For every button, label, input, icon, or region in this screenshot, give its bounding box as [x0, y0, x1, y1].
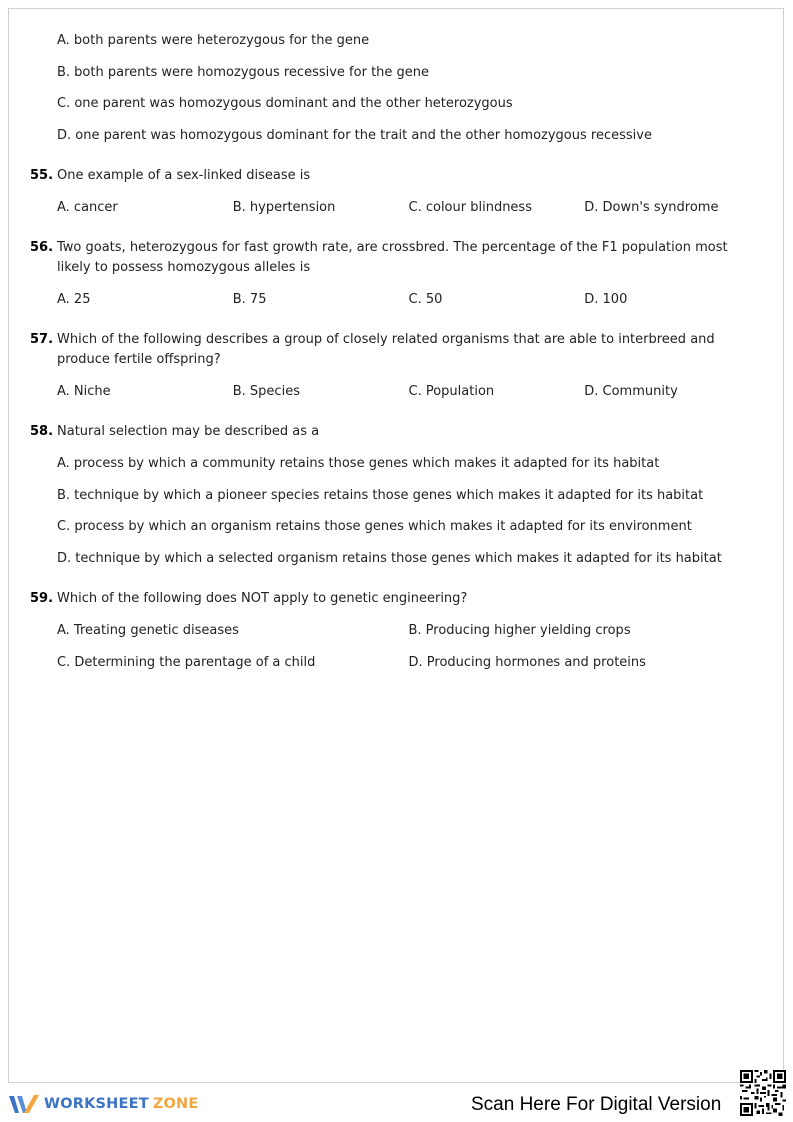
q58-option-c: C. process by which an organism retains those genes which makes it adapted for its environment: [57, 519, 692, 535]
worksheetzone-logo[interactable]: [8, 1093, 199, 1115]
q56-option-c: C. 50: [408, 292, 443, 308]
logo-text: [44, 1096, 199, 1112]
scan-text: Scan Here For Digital Version: [471, 1094, 722, 1115]
question-number: 59.: [30, 591, 54, 607]
question-number: 58.: [30, 424, 54, 440]
q59-option-c: C. Determining the parentage of a child: [57, 654, 316, 670]
q57-option-d: D. Community: [584, 384, 678, 400]
q55-option-d: D. Down's syndrome: [584, 200, 719, 216]
question-text: Which of the following does NOT apply to genetic engineering?: [57, 591, 468, 607]
question-list: [30, 31, 760, 685]
logo-text-worksheet: WORKSHEET: [44, 1096, 149, 1112]
question-58: [30, 422, 760, 442]
q59-options-row1: [57, 621, 760, 641]
question-55: [30, 166, 760, 186]
q58-option-a: A. process by which a community retains those genes which makes it adapted for its habitat: [57, 456, 660, 472]
q59-option-d: D. Producing hormones and proteins: [408, 654, 646, 670]
question-56: [30, 238, 760, 278]
q59-option-a: A. Treating genetic diseases: [57, 623, 239, 639]
worksheetzone-logo-icon: [8, 1093, 40, 1115]
question-number: 57.: [30, 332, 54, 348]
q59-option-b: B. Producing higher yielding crops: [408, 623, 631, 639]
q56-option-d: D. 100: [584, 292, 628, 308]
q56-option-b: B. 75: [232, 292, 267, 308]
question-number: 55.: [30, 168, 54, 184]
q55-option-c: C. colour blindness: [408, 200, 532, 216]
page-footer: [0, 1084, 793, 1122]
q58-option-d: D. technique by which a selected organism retains those genes which makes it adapted for its habitat: [57, 551, 722, 567]
q57-option-c: C. Population: [408, 384, 495, 400]
q59-options-row2: [57, 653, 760, 673]
worksheet-page: [8, 8, 784, 1083]
q56-options: [57, 290, 760, 310]
qr-code-icon[interactable]: [740, 1070, 786, 1116]
q54-option-c: C. one parent was homozygous dominant and the other heterozygous: [57, 96, 513, 112]
q56-option-a: A. 25: [57, 292, 91, 308]
question-text: Natural selection may be described as a: [57, 424, 320, 440]
question-number: 56.: [30, 240, 54, 256]
q55-option-a: A. cancer: [57, 200, 118, 216]
q54-option-a: A. both parents were heterozygous for the gene: [57, 33, 370, 48]
q57-options: [57, 382, 760, 402]
q54-option-b: B. both parents were homozygous recessive for the gene: [57, 64, 430, 80]
q55-options: [57, 198, 760, 218]
q55-option-b: B. hypertension: [232, 200, 336, 216]
q58-option-b: B. technique by which a pioneer species retains those genes which makes it adapted for its habitat: [57, 487, 704, 503]
q57-option-b: B. Species: [232, 384, 300, 400]
question-57: [30, 330, 760, 370]
question-text: One example of a sex-linked disease is: [57, 168, 311, 184]
q57-option-a: A. Niche: [57, 384, 111, 400]
question-59: [30, 589, 760, 609]
q54-option-d: D. one parent was homozygous dominant for the trait and the other homozygous recessive: [57, 128, 652, 144]
logo-text-zone: ZONE: [152, 1096, 199, 1112]
question-text: Which of the following describes a group of closely related organisms that are able to interbreed and produce fertile offspring?: [57, 332, 715, 368]
question-text: Two goats, heterozygous for fast growth rate, are crossbred. The percentage of the F1 population most likely to possess homozygous alleles is: [57, 240, 728, 276]
